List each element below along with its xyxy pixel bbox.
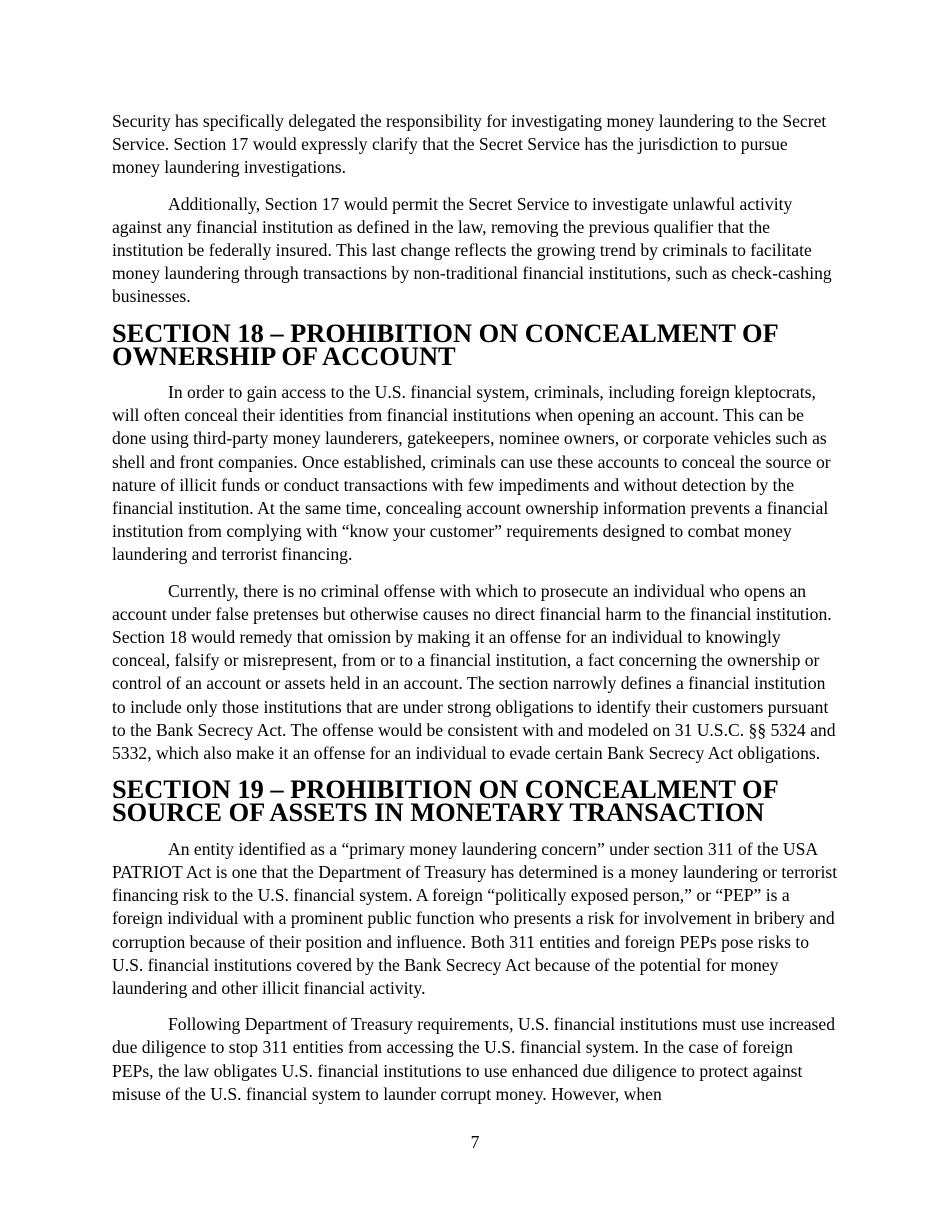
paragraph-section17-continued: Security has specifically delegated the responsibility for investigating money laundering to the Secret Service. Section 17 would expressly clarify that the Secret Service has the jurisdiction to pursue money laundering investigations. <box>112 111 827 178</box>
document-page <box>112 110 838 1119</box>
paragraph-section19-following: Following Department of Treasury requirements, U.S. financial institutions must use increased due diligence to stop 311 entities from accessing the U.S. financial system. In the case of foreign PEPs, the law obligates U.S. financial institutions to use enhanced due diligence to protect against misuse of the U.S. financial system to launder corrupt money. However, when <box>112 1014 835 1104</box>
paragraph-section18-access: In order to gain access to the U.S. financial system, criminals, including foreign kleptocrats, will often conceal their identities from financial institutions when opening an account. This can be done using third-party money launderers, gatekeepers, nominee owners, or corporate vehicles such as shell and front companies. Once established, criminals can use these accounts to conceal the source or nature of illicit funds or conduct transactions with few impediments and without detection by the financial institution. At the same time, concealing account ownership information prevents a financial institution from complying with “know your customer” requirements designed to combat money laundering and terrorist financing. <box>112 382 831 565</box>
paragraph-section19-entity: An entity identified as a “primary money laundering concern” under section 311 of the USA PATRIOT Act is one that the Department of Treasury has determined is a money laundering or terrorist financing risk to the U.S. financial system. A foreign “politically exposed person,” or “PEP” is a foreign individual with a prominent public function who presents a risk for involvement in bribery and corruption because of their position and influence. Both 311 entities and foreign PEPs pose risks to U.S. financial institutions covered by the Bank Secrecy Act because of the potential for money laundering and other illicit financial activity. <box>112 838 838 998</box>
paragraph-section18-currently: Currently, there is no criminal offense with which to prosecute an individual who opens an account under false pretenses but otherwise causes no direct financial harm to the financial institution. Section 18 would remedy that omission by making it an offense for an individual to knowingly conceal, falsify or misrepresent, from or to a financial institution, a fact concerning the ownership or control of an account or assets held in an account. The section narrowly defines a financial institution to include only those institutions that are under strong obligations to identify their customers pursuant to the Bank Secrecy Act. The offense would be consistent with and modeled on 31 U.S.C. §§ 5324 and 5332, which also make it an offense for an individual to evade certain Bank Secrecy Act obligations. <box>112 580 836 764</box>
section18-heading: SECTION 18 – PROHIBITION ON CONCEALMENT OF OWNERSHIP OF ACCOUNT <box>112 317 778 371</box>
section19-heading: SECTION 19 – PROHIBITION ON CONCEALMENT OF SOURCE OF ASSETS IN MONETARY TRANSACTION <box>112 774 778 828</box>
paragraph-section17-additionally: Additionally, Section 17 would permit the Secret Service to investigate unlawful activity against any financial institution as defined in the law, removing the previous qualifier that the institution be federally insured. This last change reflects the growing trend by criminals to facilitate money laundering through transactions by non-traditional financial institutions, such as check-cashing businesses. <box>112 193 832 307</box>
page-number: 7 <box>470 1132 480 1152</box>
